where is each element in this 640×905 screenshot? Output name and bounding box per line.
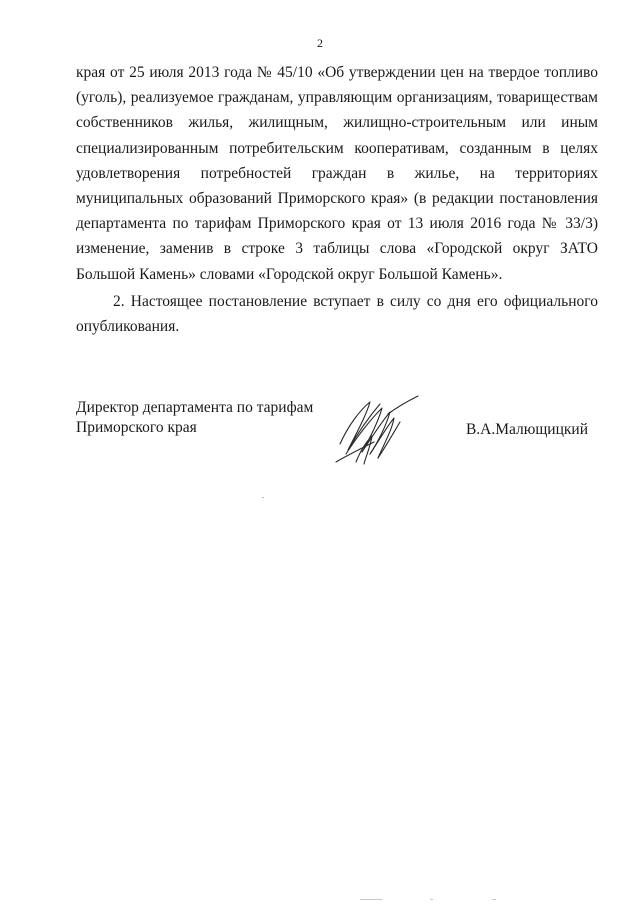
- signer-title: [76, 398, 313, 438]
- signer-title-line-1: Директор департамента по тарифам: [76, 399, 314, 416]
- document-body: [76, 60, 598, 339]
- paragraph-effective-date: 2. Настоящее постановление вступает в силу со дня его официального опубликования.: [76, 292, 598, 336]
- handwritten-signature: [326, 392, 436, 470]
- paragraph-amendment: края от 25 июля 2013 года № 45/10 «Об утверждении цен на твердое топливо (уголь), реализуемое гражданам, управляющим организациям, товариществам собственников жилья, жилищным, жилищно-строительным или иным специализированным потребительским кооперативам, созданным в целях удовлетворения потребностей граждан в жилье, на территориях муниципальных образований Приморского края» (в редакции постановления департамента по тарифам Приморского края от 13 июля 2016 года № 33/3) изменение, заменив в строке 3 таблицы слова «Городской округ ЗАТО Большой Камень» словами «Городской округ Большой Камень».: [76, 64, 598, 283]
- signature-block: [76, 398, 598, 478]
- signer-name: В.А.Малющицкий: [465, 421, 588, 438]
- signer-title-line-2: Приморского края: [76, 419, 197, 436]
- scan-speck: [262, 497, 264, 498]
- scan-edge-marks: [360, 898, 510, 902]
- page-number: 2: [317, 36, 323, 50]
